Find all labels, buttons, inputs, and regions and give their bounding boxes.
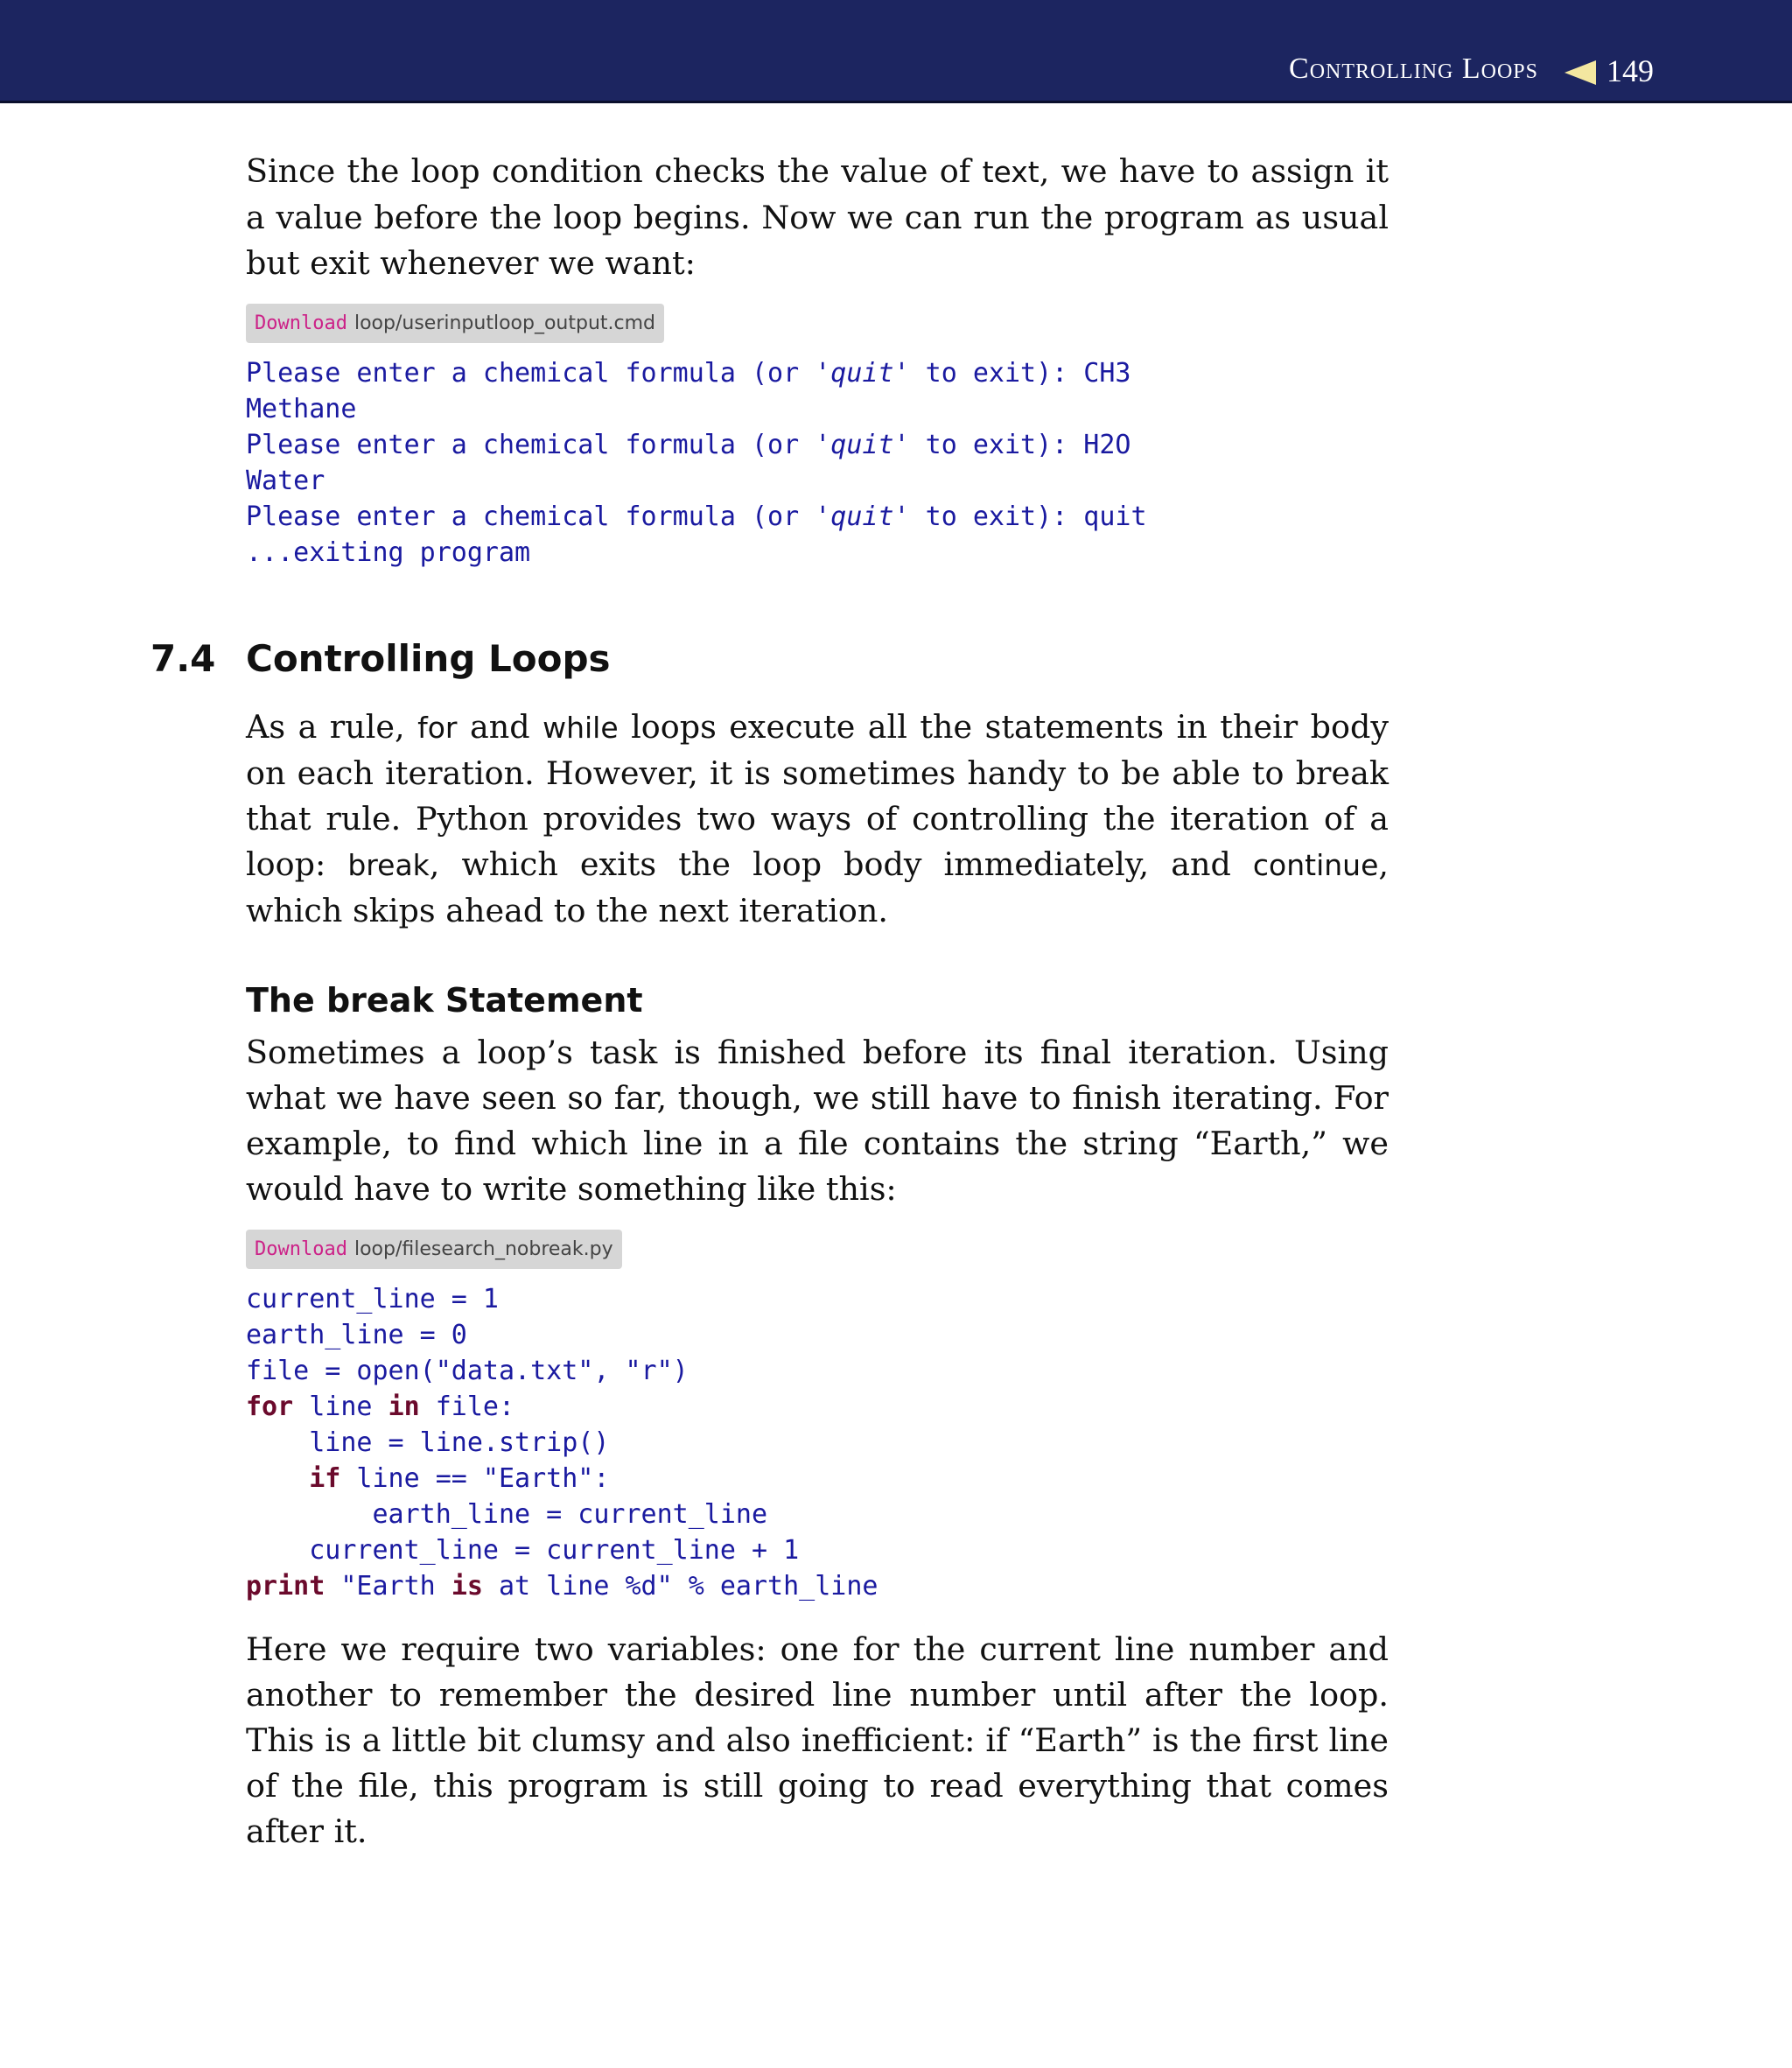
download-label: Download [255, 312, 347, 334]
section-heading [150, 637, 1389, 680]
text-run: , which exits the loop body immediately, and [429, 845, 1253, 883]
subsection-title: The break Statement [246, 981, 643, 1020]
code-token: to exit): [909, 430, 1084, 460]
code-token: H2O [1083, 430, 1131, 460]
intro-paragraph [246, 149, 1389, 286]
code-token: to exit): [909, 501, 1084, 532]
code-line [246, 1392, 514, 1422]
keyword: if [309, 1463, 341, 1494]
download-link[interactable] [246, 1230, 622, 1269]
download-path: loop/userinputloop_output.cmd [354, 312, 655, 334]
keyword: in [388, 1392, 420, 1422]
output-listing [246, 355, 1389, 571]
code-token [246, 1463, 309, 1494]
text-run: , which skips ahead to the next iteration. [246, 845, 1390, 929]
keyword: is [451, 1571, 483, 1602]
section-paragraph [246, 705, 1389, 934]
keyword: for [246, 1392, 294, 1422]
code-token: 'quit' [815, 430, 910, 460]
break-paragraph: Sometimes a loop’s task is finished before its final iteration. Using what we have seen so far, though, we still have to finish iterating. For example, to find which line in a file contains the string “Earth,” we would have to write something like this: [246, 1034, 1389, 1208]
code-line: current_line = current_line + 1 [246, 1535, 800, 1566]
page-number: 149 [1606, 53, 1654, 88]
page-content [150, 149, 1390, 1854]
code-token: 'quit' [815, 501, 910, 532]
code-listing [246, 1281, 1389, 1604]
code-line: current_line = 1 [246, 1284, 499, 1314]
inline-code: text [982, 155, 1040, 189]
code-token: to exit): [909, 358, 1084, 389]
text-run: As a rule, [246, 708, 418, 746]
section-title: Controlling Loops [246, 637, 611, 680]
keyword: print [246, 1571, 326, 1602]
text-run: loops execute all the statements in their body on each iteration. However, it is sometimes handy to be able to break that rule. Python provides two ways of controlling the iteration of a loop: [246, 708, 1389, 883]
text-run: and [457, 708, 543, 746]
code-line: ...exiting program [246, 537, 531, 568]
download-bar [246, 1230, 1389, 1269]
download-bar [246, 304, 1389, 343]
code-line [246, 501, 1147, 532]
code-line: file = open("data.txt", "r") [246, 1356, 689, 1386]
code-line: Methane [246, 394, 357, 424]
inline-code: break [347, 848, 430, 882]
code-token: "Earth [325, 1571, 452, 1602]
download-path: loop/filesearch_nobreak.py [354, 1238, 613, 1260]
text-run: , we have to assign it a value before the loop begins. Now we can run the program as usual but exit whenever we want: [246, 152, 1389, 282]
inline-code: for [417, 711, 458, 745]
code-line: earth_line = current_line [246, 1499, 768, 1530]
code-token: quit [1083, 501, 1147, 532]
code-line: line = line.strip() [246, 1427, 610, 1458]
code-token: CH3 [1083, 358, 1131, 389]
download-link[interactable] [246, 304, 664, 343]
text-run: Since the loop condition checks the value of [246, 152, 983, 190]
final-paragraph: Here we require two variables: one for the current line number and another to remember the desired line number until after the loop. This is a little bit clumsy and also inefficient: if “Earth” is the first line of the file, this program is still going to read everything that comes after it. [246, 1630, 1389, 1850]
code-line: Water [246, 466, 326, 496]
code-token: file: [419, 1392, 515, 1422]
code-line: earth_line = 0 [246, 1320, 467, 1350]
code-token: line == "Earth": [340, 1463, 610, 1494]
code-token: line [293, 1392, 388, 1422]
download-label: Download [255, 1238, 347, 1260]
code-token: 'quit' [815, 358, 910, 389]
code-token: Please enter a chemical formula (or [246, 501, 816, 532]
previous-page-arrow-icon[interactable] [1564, 60, 1596, 85]
code-line [246, 1571, 878, 1602]
section-number: 7.4 [150, 637, 216, 680]
inline-code: while [542, 711, 619, 745]
inline-code: continue [1252, 848, 1379, 882]
code-token: Please enter a chemical formula (or [246, 430, 816, 460]
code-token: Please enter a chemical formula (or [246, 358, 816, 389]
code-line [246, 430, 1130, 460]
page-header [0, 0, 1792, 103]
code-line [246, 358, 1130, 389]
running-title: Controlling Loops [1289, 53, 1538, 85]
code-token: at line %d" % earth_line [482, 1571, 878, 1602]
code-line [246, 1463, 609, 1494]
